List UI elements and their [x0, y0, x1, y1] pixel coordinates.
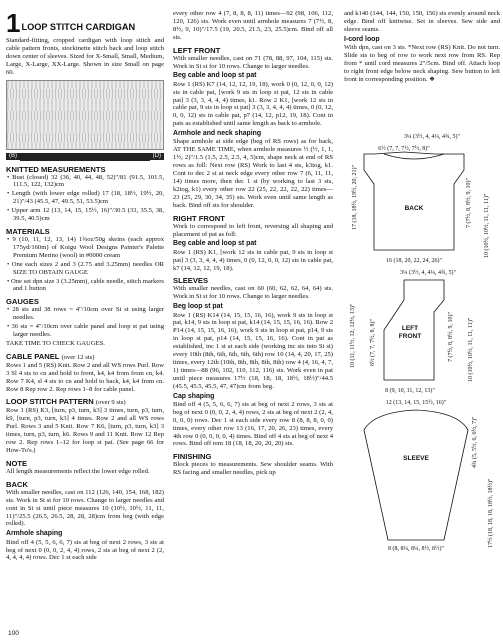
column-3	[344, 10, 500, 85]
pattern-number: 1	[6, 8, 21, 38]
front-side-label: 10 (11, 11½, 12, 12½, 13)"	[350, 303, 356, 368]
gauge-item: • 28 sts and 38 rows = 4"/10cm over St st using larger needles.	[7, 306, 164, 322]
note-text: All length measurements reflect the lower edge rolled.	[6, 467, 150, 475]
loop-stitch-text: Row 1 (RS) K3, [turn, p3, turn, k3] 3 times, turn, p3, turn, k9, [turn, p3, turn, k3] 4 times. Row 2 and all WS rows Purl. Rows 3 and 5 Knit. Row 7 K6, [turn, p3, turn, k3] 3 times, turn, p3, turn, k6. Rows 9 and 11 Knit. Row 12 Rep row 2. Rep rows 1–12 for loop st pat. (See page 66 for How-To's.)	[6, 407, 164, 454]
materials-item: • One each sizes 2 and 3 (2.75 and 3.25mm) needles OR SIZE TO OBTAIN GAUGE	[7, 260, 164, 276]
sleeve-top-label: 12 (13, 14, 15, 15½, 16)"	[385, 400, 447, 406]
back-label: BACK	[404, 205, 424, 212]
intro-text: Standard-fitting, cropped cardigan with loop stitch and cable pattern fronts, stockinette stitch back and loop stitch down center of sleeves. Sized for X-Small, Small, Medium, Large, X-Large, XX-Large. Shown in size Small on page 60.	[6, 37, 164, 76]
sleeve-label: SLEEVE	[403, 455, 429, 462]
sleeve-bottom-label: 8 (8, 8¼, 8¼, 8½, 8½)"	[388, 546, 444, 552]
measurement-item: • Upper arm 12 (13, 14, 15, 15½, 16)"/30.5 (33, 35.5, 38, 39.5, 40.5)cm	[7, 207, 164, 223]
stitch-swatch-image	[6, 80, 164, 150]
gauge-note: TAKE TIME TO CHECK GAUGES.	[6, 339, 105, 347]
sleeves-heading: SLEEVES	[173, 276, 209, 286]
back-schematic	[351, 133, 490, 264]
sleeve-cap-label: 4¾ (5, 5½, 6, 6½, 7)"	[472, 416, 478, 468]
gauge-item: • 36 sts = 4"/10cm over cable panel and loop st pat using larger needles.	[7, 323, 164, 339]
right-front-text: Work to correspond to left front, reversing all shaping and placement of pat as foll:	[173, 222, 333, 238]
front-width-label: 8 (9, 10, 11, 12, 13)"	[385, 388, 435, 394]
page-number: 100	[8, 630, 19, 637]
back-text: With smaller needles, cast on 112 (126, 140, 154, 168, 182) sts. Work in St st for 10 rows. Change to larger needles and cont in St st until piece measures 10 (10½, 10½, 11, 11, 11)"/25.5 (26.5, 26.5, 28, 28, 28)cm from beg (with edge rolled).	[6, 488, 164, 528]
finishing-text: Block pieces to measurements. Sew shoulder seams. With RS facing and smaller needles, pick up	[173, 461, 333, 477]
left-front-label: FRONT	[398, 333, 422, 340]
back-armhole-heading: Armhole shaping	[6, 530, 63, 538]
schematic-diagrams	[344, 130, 500, 626]
materials-item: • One set dpn size 3 (3.25mm), cable needle, stitch markers and 1 button	[7, 277, 164, 293]
right-front-beg-heading: Beg cable and loop st pat	[173, 240, 257, 248]
pattern-title	[6, 8, 164, 38]
back-heading: BACK	[6, 479, 28, 489]
left-front-neck-text: Shape armhole at side edge (beg of RS rows) as for back, AT THE SAME TIME, when armhole measures ½ (½, 1, 1, 1½, 2)"/1.5 (1.5, 2.5, 2.5, 4, 5)cm, shape neck at end of RS rows as foll: Next row (RS) Work to last 4 sts, k3tog, k1. Cont to dec 2 st at neck edge every other row 7 (6, 11, 11, 14) times more, then dec 1 st (by working to last 3 sts, k2tog, k1) every other row 22 (25, 22, 22, 22, 22) times—23 (25, 29, 30, 34, 35) sts. Work even until same length as back. Bind off sts for shoulder.	[173, 138, 333, 209]
left-front-text: With smaller needles, cast on 71 (78, 88, 97, 104, 115) sts. Work in St st for 10 rows. Change to larger needles.	[173, 54, 333, 70]
note-heading: NOTE	[6, 458, 28, 468]
gauges-heading: GAUGES	[6, 297, 39, 307]
sleeves-beg-heading: Beg loop st pat	[173, 303, 223, 311]
loop-stitch-heading: LOOP STITCH PATTERN (over 9 sts)	[6, 397, 126, 407]
front-neck-label: 6½ (7, 7, 7½, 8, 8)"	[370, 319, 376, 366]
materials-item: • 9 (10, 11, 12, 13, 14) 1¾oz/50g skeins (each approx 175yd/160m) of Koigu Wool Designs Painter's Palette Premium Merino (wool) in #0000 cream	[7, 235, 164, 259]
materials-heading: MATERIALS	[6, 226, 50, 236]
finishing-continued-text: and k140 (144, 144, 150, 150, 156) sts evenly around neck edge. Bind off knitwise. Set in sleeves. Sew side and sleeve seams.	[344, 10, 500, 33]
back-top-label: 3¼ (3½, 4, 4¼, 4¾, 5)"	[404, 134, 460, 140]
left-front-schematic	[349, 269, 474, 394]
cable-panel-text: Rows 1 and 5 (RS) Knit. Row 2 and all WS rows Purl. Row 3 Sl 4 sts to cn and hold to front, k4, k4 from from cn, k4. Row 7 K4, sl 4 sts to cn and hold to back, k4, k4 from cn. Row 8 Rep row 2. Rep rows 1–8 for cable panel.	[6, 361, 164, 393]
sleeve-length-label: 17½ (18, 18, 18, 18½, 18½)"	[488, 478, 494, 548]
knitted-measurements-heading: KNITTED MEASUREMENTS	[6, 164, 106, 174]
measurement-item: • Bust (closed) 32 (36, 40, 44, 48, 52)"/81 (91.5, 101.5, 111.5, 122, 132)cm	[7, 173, 164, 189]
left-front-beg-text: Row 1 (RS) K7 (14, 12, 12, 19, 18), work 0 (0, 12, 0, 0, 12) sts in cable pat, [work 9 sts in loop st pat, 12 sts in cable pat] 3 (3, 3, 4, 4, 4) times, k1. Row 2 K1, [work 12 sts in cable pat, 9 sts in loop st pat] 3 (3, 3, 4, 4, 4) times, 0 (0, 12, 0, 0, 12) sts in cable pat, p7 (14, 12, p12, 19, 18). Cont in pats as established until same length as back to armhole.	[173, 80, 333, 128]
left-front-heading: LEFT FRONT	[173, 45, 221, 55]
cap-shaping-heading: Cap shaping	[173, 392, 215, 400]
sleeves-text: With smaller needles, cast on 60 (60, 62, 62, 64, 64) sts. Work in St st for 10 rows. Change to larger needles.	[173, 285, 333, 301]
right-front-heading: RIGHT FRONT	[173, 213, 225, 223]
chart-key-left: (B)	[6, 153, 20, 161]
right-front-beg-text: Row 1 (RS) K1, [work 12 sts in cable pat, 9 sts in loop st pat] 3 (3, 3, 4, 4, 4) times, 0 (0, 12, 0, 0, 12) sts in cable pat, k7 (14, 12, 12, 19, 18).	[173, 248, 333, 272]
icord-text: With dpn, cast on 3 sts. *Next row (RS) Knit. Do not turn. Slide sts to beg of row to work next row from RS. Rep from * until cord measures 2"/5cm. Bind off. Attach loop to right front edge below neck shaping. Sew button to left front in corresponding position. ❖	[344, 44, 500, 83]
sleeve-schematic	[364, 399, 494, 552]
back-armhole-label: 7 (7½, 8, 8½, 9, 10)"	[466, 178, 472, 228]
pattern-name: LOOP STITCH CARDIGAN	[21, 22, 136, 32]
back-armhole-text: Bind off 4 (5, 5, 6, 6, 7) sts at beg of next 2 rows, 3 sts at beg of next 0 (0, 0, 2, 4, 4) rows, 2 sts at beg of next 2 (2, 4, 4, 4, 4) rows. Dec 1 st each side	[6, 538, 164, 562]
left-front-neck-heading: Armhole and neck shaping	[173, 130, 262, 138]
cap-shaping-text: Bind off 4 (5, 5, 6, 6, 7) sts at beg of next 2 rows, 3 sts at beg of next 0 (0, 0, 2, 4, 4) rows, 2 sts at beg of next 2 (2, 4, 0, 0, 0) rows. Dec 1 st each side every row 8 (8, 8, 8, 0, 0) times, every other row 13 (16, 17, 20, 26, 23) times, every 4th row 0 (0, 0, 0, 0, 4) times. Bind off 4 sts at beg of next 4 rows. Bind off rem 18 (18, 18, 20, 20, 20) sts.	[173, 400, 333, 448]
front-top-label: 3¼ (3½, 4, 4¼, 4¾, 5)"	[400, 270, 456, 276]
back-width-label: 16 (18, 20, 22, 24, 26)"	[386, 258, 442, 264]
finishing-heading: FINISHING	[173, 452, 212, 462]
back-continued-text: every other row 4 (7, 8, 8, 8, 11) times—92 (98, 106, 112, 120, 126) sts. Work even until armhole measures 7 (7½, 8, 8½, 9, 10)"/17.5 (19, 20.5, 21.5, 23, 25.5)cm. Bind off all sts.	[173, 10, 333, 41]
front-lower-label: 10 (10½, 10½, 11, 11, 11)"	[468, 317, 474, 382]
chart-key-bar	[6, 153, 164, 161]
left-front-beg-heading: Beg cable and loop st pat	[173, 72, 257, 80]
back-side-label: 17 (18, 18½, 19½, 20, 21)"	[352, 165, 358, 230]
cable-panel-heading: CABLE PANEL (over 12 sts)	[6, 351, 95, 361]
measurement-item: • Length (with lower edge rolled) 17 (18, 18½, 19½, 20, 21)"/43 (45.5, 47, 49.5, 51, 53.5)cm	[7, 190, 164, 206]
icord-heading: I-cord loop	[344, 35, 380, 43]
column-1	[6, 10, 164, 563]
column-2	[173, 10, 333, 478]
chart-key-right: (D)	[150, 153, 164, 161]
back-neck-label: 6½ (7, 7, 7½, 7½, 8)"	[378, 146, 430, 152]
back-lower-label: 10 (10½, 10½, 11, 11, 11)"	[484, 193, 490, 258]
left-front-label-line1: LEFT	[401, 325, 419, 332]
sleeves-beg-text: Row 1 (RS) K14 (14, 15, 15, 16, 16), work 9 sts in loop st pat, k14, 9 sts in loop st pat, k14 (14, 15, 15, 16, 16). Row 2 P14 (14, 15, 15, 16, 16), work 9 sts in loop st pat, p14, 9 sts in loop st pat, p14 (14, 15, 15, 16, 16). Cont in pat as established, inc 1 st at each side (working inc sts into St st) every 10th (8th, 6th, 6th, 6th, 6th) row 10 (14, 4, 20, 17, 25) times, every 12th (10th, 8th, 8th, 8th, 8th) row 4 (4, 16, 4, 7, 1) times—88 (96, 102, 110, 112, 116) sts. Work even in pat until piece measures 17½ (18, 18, 18, 18½, 18½)"/44.5 (45.5, 45.5, 45.5, 47, 47)cm from beg.	[173, 311, 333, 390]
front-armhole-label: 7 (7½, 8, 8½, 9, 10)"	[448, 312, 454, 362]
